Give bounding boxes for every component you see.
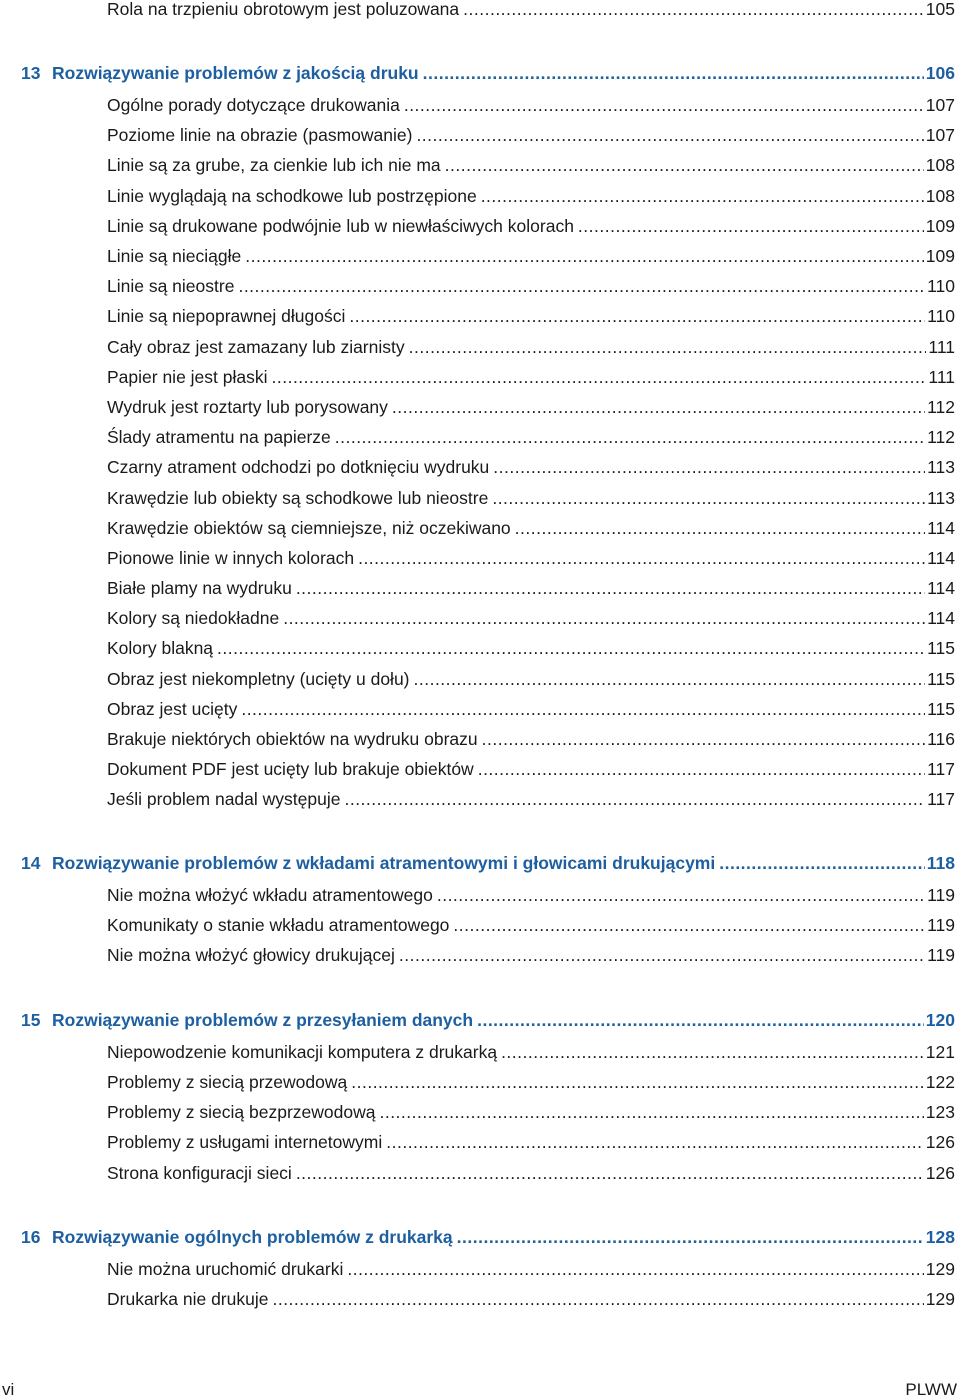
toc-chapter-14[interactable] [21, 852, 955, 874]
dot-leader [457, 1226, 924, 1248]
toc-entry[interactable] [107, 1288, 955, 1310]
dot-leader [423, 62, 924, 84]
toc-entry-title: Dokument PDF jest ucięty lub brakuje obiektów [107, 759, 474, 779]
toc-entry-title: Czarny atrament odchodzi po dotknięciu wydruku [107, 457, 490, 477]
toc-entry[interactable] [107, 944, 955, 966]
dot-leader [399, 944, 925, 966]
chapter-number: 13 [21, 63, 41, 83]
dot-leader [392, 396, 925, 418]
toc-entry[interactable] [107, 577, 955, 599]
toc-entry[interactable] [107, 456, 955, 478]
toc-entry[interactable] [107, 305, 955, 327]
toc-entry-page: 109 [925, 246, 955, 266]
dot-leader [272, 1288, 923, 1310]
chapter-title: Rozwiązywanie problemów z przesyłaniem danych [52, 1010, 474, 1030]
dot-leader [478, 758, 925, 780]
toc-entry-page: 117 [927, 759, 955, 779]
dot-leader [463, 0, 924, 20]
dot-leader [351, 1071, 924, 1093]
toc-entry[interactable] [107, 336, 955, 358]
dot-leader [241, 698, 925, 720]
toc-entry[interactable] [107, 1131, 955, 1153]
toc-entry-page: 116 [927, 729, 955, 749]
toc-entry-page: 129 [925, 1259, 955, 1279]
toc-entry-page: 112 [927, 427, 955, 447]
chapter-number: 16 [21, 1227, 41, 1247]
dot-leader [578, 215, 924, 237]
toc-entry-title: Ślady atramentu na papierze [107, 427, 331, 447]
dot-leader [453, 914, 925, 936]
toc-entry[interactable] [107, 215, 955, 237]
toc-entry-page: 119 [927, 885, 955, 905]
toc-entry[interactable] [107, 94, 955, 116]
toc-entry[interactable] [107, 884, 955, 906]
toc-entry-title: Kolory blakną [107, 638, 214, 658]
chapter-page: 118 [926, 853, 955, 873]
dot-leader [493, 456, 925, 478]
dot-leader [492, 487, 925, 509]
toc-entry-page: 107 [925, 125, 955, 145]
toc-entry-title: Krawędzie obiektów są ciemniejsze, niż oczekiwano [107, 518, 511, 538]
dot-leader [272, 366, 927, 388]
dot-leader [238, 275, 925, 297]
toc-entry[interactable] [107, 1258, 955, 1280]
toc-entry-page: 108 [925, 155, 955, 175]
toc-entry-title: Linie są nieciągłe [107, 246, 242, 266]
toc-entry-page: 121 [925, 1042, 955, 1062]
toc-entry-page: 113 [927, 457, 955, 477]
toc-entry-page: 126 [925, 1132, 955, 1152]
toc-entry-page: 112 [927, 397, 955, 417]
toc-entry[interactable] [107, 1101, 955, 1123]
toc-entry-title: Linie wyglądają na schodkowe lub postrzępione [107, 186, 477, 206]
toc-chapter-13[interactable] [21, 62, 955, 84]
dot-leader [719, 852, 925, 874]
toc-entry-page: 115 [927, 699, 955, 719]
footer-locale: PLWW [905, 1380, 957, 1399]
toc-entry-page: 129 [925, 1289, 955, 1309]
toc-entry-title: Problemy z usługami internetowymi [107, 1132, 383, 1152]
toc-entry-title: Strona konfiguracji sieci [107, 1163, 292, 1183]
toc-entry[interactable] [107, 366, 955, 388]
toc-entry-page: 111 [928, 367, 955, 387]
toc-entry-title: Linie są drukowane podwójnie lub w niewłaściwych kolorach [107, 216, 574, 236]
toc-entry[interactable] [107, 124, 955, 146]
toc-entry-title: Krawędzie lub obiekty są schodkowe lub nieostre [107, 488, 489, 508]
dot-leader [386, 1131, 924, 1153]
toc-entry[interactable] [107, 1071, 955, 1093]
toc-entry-title: Pionowe linie w innych kolorach [107, 548, 355, 568]
toc-entry-title: Problemy z siecią bezprzewodową [107, 1102, 376, 1122]
toc-entry-page: 119 [927, 915, 955, 935]
toc-entry-title: Wydruk jest roztarty lub porysowany [107, 397, 388, 417]
toc-entry[interactable] [107, 637, 955, 659]
toc-entry-title: Drukarka nie drukuje [107, 1289, 269, 1309]
chapter-page: 120 [925, 1010, 955, 1030]
toc-entry[interactable] [107, 396, 955, 418]
toc-entry-title: Obraz jest ucięty [107, 699, 238, 719]
toc-entry-page: 114 [927, 548, 955, 568]
dot-leader [445, 154, 924, 176]
chapter-page: 106 [925, 63, 955, 83]
dot-leader [409, 336, 927, 358]
toc-entry[interactable] [107, 517, 955, 539]
toc-entry-title: Brakuje niektórych obiektów na wydruku obrazu [107, 729, 478, 749]
dot-leader [437, 884, 925, 906]
toc-entry-title: Ogólne porady dotyczące drukowania [107, 95, 400, 115]
dot-leader [481, 185, 924, 207]
toc-entry-title: Białe plamy na wydruku [107, 578, 292, 598]
dot-leader [296, 1162, 924, 1184]
toc-entry-page: 114 [927, 608, 955, 628]
toc-entry-title: Rola na trzpieniu obrotowym jest poluzowana [107, 0, 460, 19]
toc-entry-title: Komunikaty o stanie wkładu atramentowego [107, 915, 450, 935]
toc-entry-page: 108 [925, 186, 955, 206]
chapter-title: Rozwiązywanie problemów z wkładami atramentowymi i głowicami drukującymi [52, 853, 716, 873]
chapter-page: 128 [925, 1227, 955, 1247]
toc-entry-page: 115 [927, 669, 955, 689]
toc-entry-page: 119 [927, 945, 955, 965]
toc-entry[interactable] [107, 487, 955, 509]
toc-entry[interactable] [107, 728, 955, 750]
toc-entry-page: 115 [927, 638, 955, 658]
toc-entry[interactable] [107, 758, 955, 780]
dot-leader [482, 728, 925, 750]
toc-entry-page: 105 [925, 0, 955, 19]
toc-entry-title: Niepowodzenie komunikacji komputera z drukarką [107, 1042, 498, 1062]
dot-leader [344, 788, 925, 810]
dot-leader [335, 426, 925, 448]
toc-entry[interactable] [107, 185, 955, 207]
chapter-number: 14 [21, 853, 41, 873]
toc-entry[interactable] [107, 607, 955, 629]
toc-entry-title: Poziome linie na obrazie (pasmowanie) [107, 125, 413, 145]
toc-entry-page: 110 [927, 276, 955, 296]
toc-entry-page: 126 [925, 1163, 955, 1183]
toc-entry-title: Linie są nieostre [107, 276, 235, 296]
toc-entry-title: Jeśli problem nadal występuje [107, 789, 341, 809]
toc-entry-title: Linie są za grube, za cienkie lub ich nie ma [107, 155, 441, 175]
dot-leader [477, 1009, 924, 1031]
footer-page-number: vi [2, 1380, 15, 1399]
dot-leader [416, 124, 923, 146]
toc-entry-title: Nie można uruchomić drukarki [107, 1259, 344, 1279]
dot-leader [404, 94, 924, 116]
toc-entry[interactable] [107, 0, 955, 20]
toc-entry[interactable] [107, 1162, 955, 1184]
dot-leader [347, 1258, 923, 1280]
toc-chapter-15[interactable] [21, 1009, 955, 1031]
toc-entry[interactable] [107, 914, 955, 936]
toc-entry[interactable] [107, 275, 955, 297]
toc-entry-page: 110 [927, 306, 955, 326]
toc-entry[interactable] [107, 668, 955, 690]
chapter-title: Rozwiązywanie ogólnych problemów z drukarką [52, 1227, 453, 1247]
dot-leader [296, 577, 925, 599]
toc-entry-page: 111 [928, 337, 955, 357]
dot-leader [379, 1101, 923, 1123]
toc-entry[interactable] [107, 426, 955, 448]
toc-entry[interactable] [107, 154, 955, 176]
toc-entry-title: Problemy z siecią przewodową [107, 1072, 348, 1092]
toc-entry-page: 114 [927, 578, 955, 598]
chapter-number: 15 [21, 1010, 41, 1030]
toc-entry-page: 113 [927, 488, 955, 508]
toc-entry[interactable] [107, 547, 955, 569]
toc-entry[interactable] [107, 698, 955, 720]
dot-leader [217, 637, 925, 659]
dot-leader [245, 245, 924, 267]
toc-entry-title: Papier nie jest płaski [107, 367, 268, 387]
toc-entry-title: Nie można włożyć głowicy drukującej [107, 945, 395, 965]
toc-entry-title: Nie można włożyć wkładu atramentowego [107, 885, 433, 905]
chapter-title: Rozwiązywanie problemów z jakością druku [52, 63, 419, 83]
toc-entry[interactable] [107, 1041, 955, 1063]
toc-entry-page: 123 [925, 1102, 955, 1122]
toc-entry[interactable] [107, 245, 955, 267]
toc-entry-page: 117 [927, 789, 955, 809]
toc-entry-page: 122 [925, 1072, 955, 1092]
dot-leader [349, 305, 925, 327]
dot-leader [501, 1041, 924, 1063]
toc-entry-title: Cały obraz jest zamazany lub ziarnisty [107, 337, 405, 357]
toc-entry-title: Obraz jest niekompletny (ucięty u dołu) [107, 669, 410, 689]
toc-entry-title: Linie są niepoprawnej długości [107, 306, 346, 326]
toc-chapter-16[interactable] [21, 1226, 955, 1248]
toc-entry[interactable] [107, 788, 955, 810]
toc-entry-title: Kolory są niedokładne [107, 608, 280, 628]
dot-leader [515, 517, 925, 539]
dot-leader [283, 607, 925, 629]
dot-leader [414, 668, 926, 690]
toc-entry-page: 109 [925, 216, 955, 236]
toc-entry-page: 107 [925, 95, 955, 115]
toc-entry-page: 114 [927, 518, 955, 538]
dot-leader [358, 547, 925, 569]
